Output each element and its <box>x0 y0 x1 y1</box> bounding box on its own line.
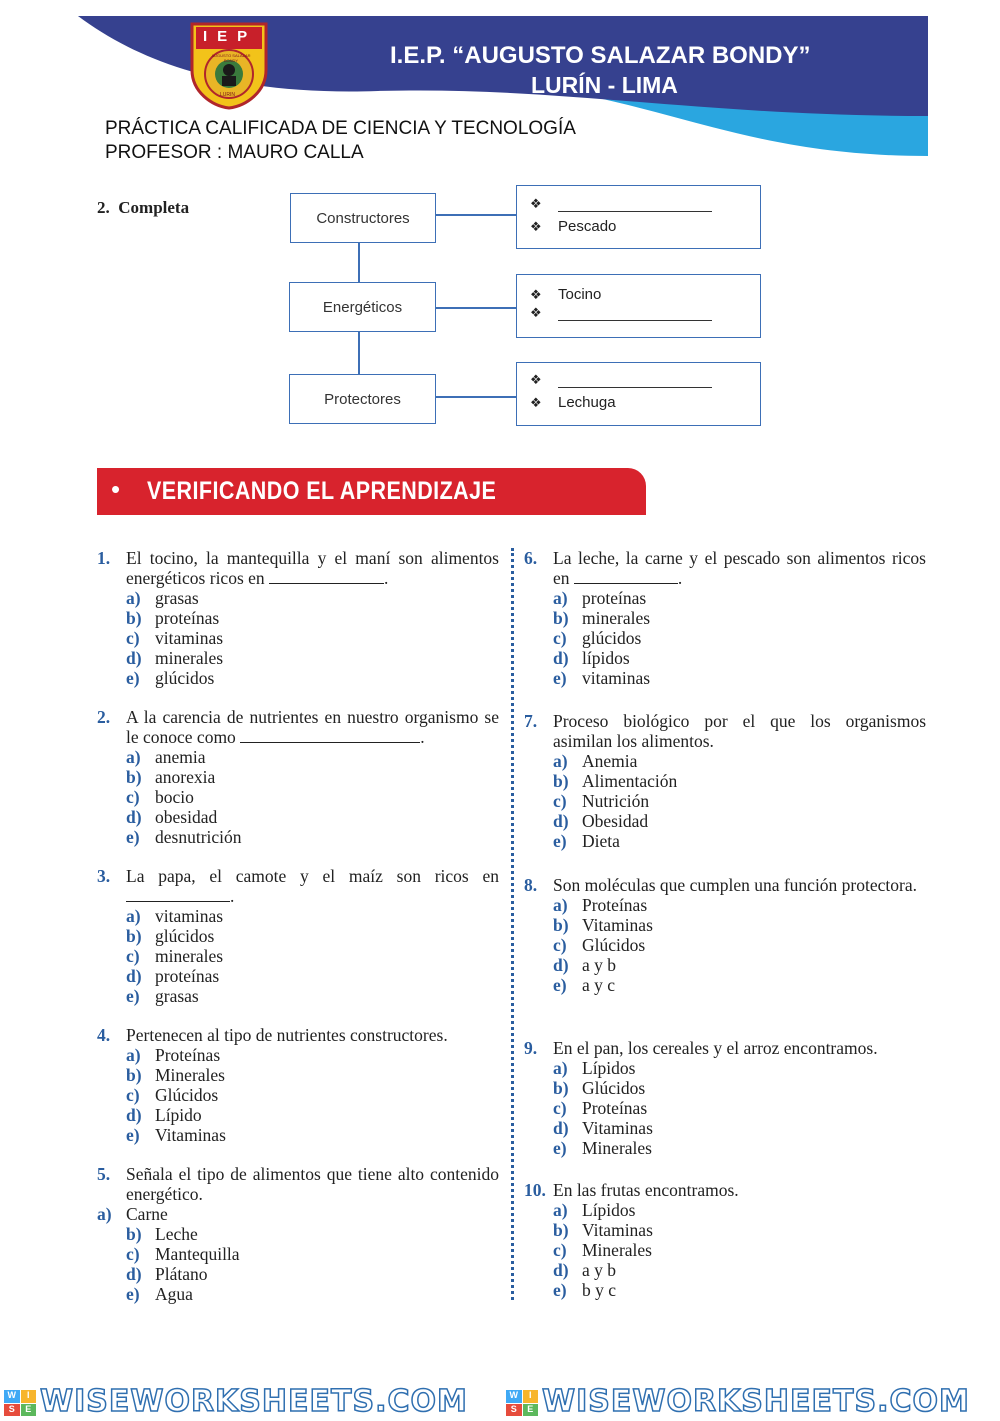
answer-blank[interactable] <box>558 197 712 212</box>
option[interactable]: e) glúcidos <box>126 668 215 688</box>
category-box-2 <box>289 282 436 332</box>
option[interactable]: d) a y b <box>553 955 617 975</box>
option[interactable]: c) Nutrición <box>553 791 650 811</box>
item-blank[interactable] <box>530 305 712 321</box>
school-city: LURÍN - LIMA <box>531 72 678 98</box>
school-name: I.E.P. “AUGUSTO SALAZAR BONDY” <box>390 42 811 69</box>
option[interactable]: b) Leche <box>126 1224 198 1244</box>
bullet-icon: ❖ <box>530 372 542 387</box>
item-text <box>530 286 601 303</box>
option[interactable]: e) desnutrición <box>126 827 242 847</box>
answer-blank[interactable] <box>574 568 678 584</box>
option[interactable]: c) Glúcidos <box>126 1085 219 1105</box>
category-label: Energéticos <box>322 298 403 316</box>
option[interactable]: c) glúcidos <box>553 628 642 648</box>
question-2 <box>97 707 499 847</box>
option[interactable]: c) Minerales <box>553 1240 652 1260</box>
question-number: 5. <box>97 1164 111 1184</box>
option[interactable]: b) Glúcidos <box>553 1078 646 1098</box>
logo-letter: S <box>506 1404 522 1417</box>
logo-letter: I <box>523 1390 539 1403</box>
item-label: Lechuga <box>558 394 616 411</box>
question-number: 7. <box>524 711 538 731</box>
option[interactable]: e) a y c <box>553 975 616 995</box>
subject-line: PRÁCTICA CALIFICADA DE CIENCIA Y TECNOLOGÍA <box>105 118 576 139</box>
question-6 <box>524 548 926 688</box>
option[interactable]: d) Obesidad <box>553 811 649 831</box>
watermark-text: WISEWORKSHEETS.COM <box>542 1384 970 1419</box>
question-text: El tocino, la mantequilla y el maní son alimentos energéticos ricos en . <box>126 548 499 588</box>
wise-logo-icon <box>4 1390 36 1416</box>
option[interactable]: d) obesidad <box>126 807 218 827</box>
logo-bottom-text: LURIN <box>220 92 236 98</box>
question-10 <box>524 1180 926 1300</box>
answer-blank[interactable] <box>240 727 420 743</box>
item-blank[interactable] <box>530 196 712 212</box>
logo-letter: S <box>4 1404 20 1417</box>
connector-3 <box>435 396 517 398</box>
connector-vertical-2 <box>358 331 360 374</box>
question-number: 9. <box>524 1038 538 1058</box>
question-text: Pertenecen al tipo de nutrientes constructores. <box>126 1025 448 1045</box>
section-title: VERIFICANDO EL APRENDIZAJE <box>147 477 497 505</box>
option[interactable]: c) bocio <box>126 787 194 807</box>
option[interactable]: b) glúcidos <box>126 926 215 946</box>
option[interactable]: b) Vitaminas <box>553 1220 653 1240</box>
option[interactable]: c) Mantequilla <box>126 1244 240 1264</box>
option[interactable]: b) minerales <box>553 608 651 628</box>
question-number: 3. <box>97 866 111 886</box>
option[interactable]: c) Proteínas <box>553 1098 648 1118</box>
question-number: 8. <box>524 875 538 895</box>
answer-blank[interactable] <box>558 373 712 388</box>
option[interactable]: c) vitaminas <box>126 628 224 648</box>
answer-blank[interactable] <box>126 886 230 902</box>
question-number: 1. <box>97 548 111 568</box>
option[interactable]: c) Glúcidos <box>553 935 646 955</box>
question-9 <box>524 1038 926 1158</box>
option[interactable]: c) minerales <box>126 946 224 966</box>
connector-2 <box>435 307 517 309</box>
question-number: 10. <box>524 1180 546 1200</box>
option[interactable]: e) Vitaminas <box>126 1125 226 1145</box>
bullet-icon: ❖ <box>530 286 542 302</box>
item-label: Pescado <box>558 218 617 235</box>
option[interactable]: e) vitaminas <box>553 668 651 688</box>
connector-vertical-1 <box>358 242 360 282</box>
watermark-text: WISEWORKSHEETS.COM <box>40 1384 468 1419</box>
connector-1 <box>435 214 517 216</box>
question-number: 2. <box>97 707 111 727</box>
option[interactable]: d) Lípido <box>126 1105 202 1125</box>
section-banner <box>97 468 646 515</box>
logo-letter: W <box>4 1390 20 1403</box>
question-text: Proceso biológico por el que los organismos asimilan los alimentos. <box>553 711 926 751</box>
option[interactable]: a) Lípidos <box>553 1200 636 1220</box>
option[interactable]: a) Carne <box>97 1204 168 1224</box>
question-text: A la carencia de nutrientes en nuestro organismo se le conoce como . <box>126 707 499 747</box>
question-5 <box>97 1164 499 1304</box>
option[interactable]: d) minerales <box>126 648 224 668</box>
option[interactable]: a) proteínas <box>553 588 647 608</box>
bullet-icon: ❖ <box>530 305 542 320</box>
logo-letter: E <box>21 1404 37 1417</box>
option[interactable]: d) Vitaminas <box>553 1118 653 1138</box>
question-text: La papa, el camote y el maíz son ricos en <box>126 866 499 886</box>
answer-blank[interactable] <box>269 568 384 584</box>
option[interactable]: a) Anemia <box>553 751 638 771</box>
exercise-2-number: 2. <box>97 198 110 217</box>
bullet-icon: ❖ <box>530 196 542 211</box>
option[interactable]: a) vitaminas <box>126 906 224 926</box>
item-text <box>530 394 616 411</box>
question-text: Son moléculas que cumplen una función protectora. <box>553 875 917 895</box>
question-number: 6. <box>524 548 538 568</box>
logo-letter: I <box>21 1390 37 1403</box>
wise-logo-icon <box>506 1390 538 1416</box>
category-label: Constructores <box>316 209 410 227</box>
option[interactable]: b) Vitaminas <box>553 915 653 935</box>
option[interactable]: d) proteínas <box>126 966 220 986</box>
item-blank[interactable] <box>530 372 712 388</box>
item-label: Tocino <box>558 286 602 303</box>
footer-watermark <box>0 1384 1000 1418</box>
option[interactable]: b) Alimentación <box>553 771 678 791</box>
question-text: La leche, la carne y el pescado son alimentos ricos en . <box>553 548 926 588</box>
category-box-3 <box>289 374 436 424</box>
question-1 <box>97 548 499 688</box>
question-text: En el pan, los cereales y el arroz encontramos. <box>553 1038 878 1058</box>
option[interactable]: a) anemia <box>126 747 206 767</box>
option[interactable]: b) anorexia <box>126 767 216 787</box>
option[interactable]: e) grasas <box>126 986 199 1006</box>
logo-text: IEP <box>203 28 258 45</box>
category-label: Protectores <box>324 390 401 408</box>
items-box-1 <box>516 185 761 249</box>
option[interactable]: d) a y b <box>553 1260 617 1280</box>
logo-letter: W <box>506 1390 522 1403</box>
teacher-line: PROFESOR : MAURO CALLA <box>105 142 364 163</box>
question-text: En las frutas encontramos. <box>553 1180 739 1200</box>
exercise-2-title: Completa <box>118 198 190 217</box>
option[interactable]: b) proteínas <box>126 608 220 628</box>
bullet-icon: ❖ <box>530 394 542 410</box>
option[interactable]: a) Proteínas <box>553 895 648 915</box>
category-box-1 <box>290 193 436 243</box>
section-bullet: • <box>111 474 121 504</box>
option[interactable]: b) Minerales <box>126 1065 225 1085</box>
column-divider <box>511 548 514 1300</box>
question-4 <box>97 1025 499 1145</box>
option[interactable]: e) Minerales <box>553 1138 652 1158</box>
option[interactable]: e) b y c <box>553 1280 617 1300</box>
option[interactable]: d) lípidos <box>553 648 630 668</box>
exercise-2-heading <box>97 198 189 218</box>
question-3: 3. La papa, el camote y el maíz son ricos en . a) vitaminas b) glúcidos c) minerales d) proteínas e) grasas <box>97 866 499 1006</box>
question-7 <box>524 711 926 851</box>
option[interactable]: e) Agua <box>126 1284 193 1304</box>
option[interactable]: e) Dieta <box>553 831 620 851</box>
item-text <box>530 218 616 235</box>
option[interactable]: a) Lípidos <box>553 1058 636 1078</box>
answer-blank[interactable] <box>558 306 712 321</box>
question-8 <box>524 875 926 995</box>
question-number: 4. <box>97 1025 111 1045</box>
option[interactable]: d) Plátano <box>126 1264 208 1284</box>
logo-ring-text: AUGUSTO SALAZAR BONDY <box>211 53 251 63</box>
bullet-icon: ❖ <box>530 218 542 234</box>
question-text: Señala el tipo de alimentos que tiene alto contenido energético. <box>126 1164 499 1204</box>
option[interactable]: a) grasas <box>126 588 199 608</box>
option[interactable]: a) Proteínas <box>126 1045 221 1065</box>
logo-letter: E <box>523 1404 539 1417</box>
